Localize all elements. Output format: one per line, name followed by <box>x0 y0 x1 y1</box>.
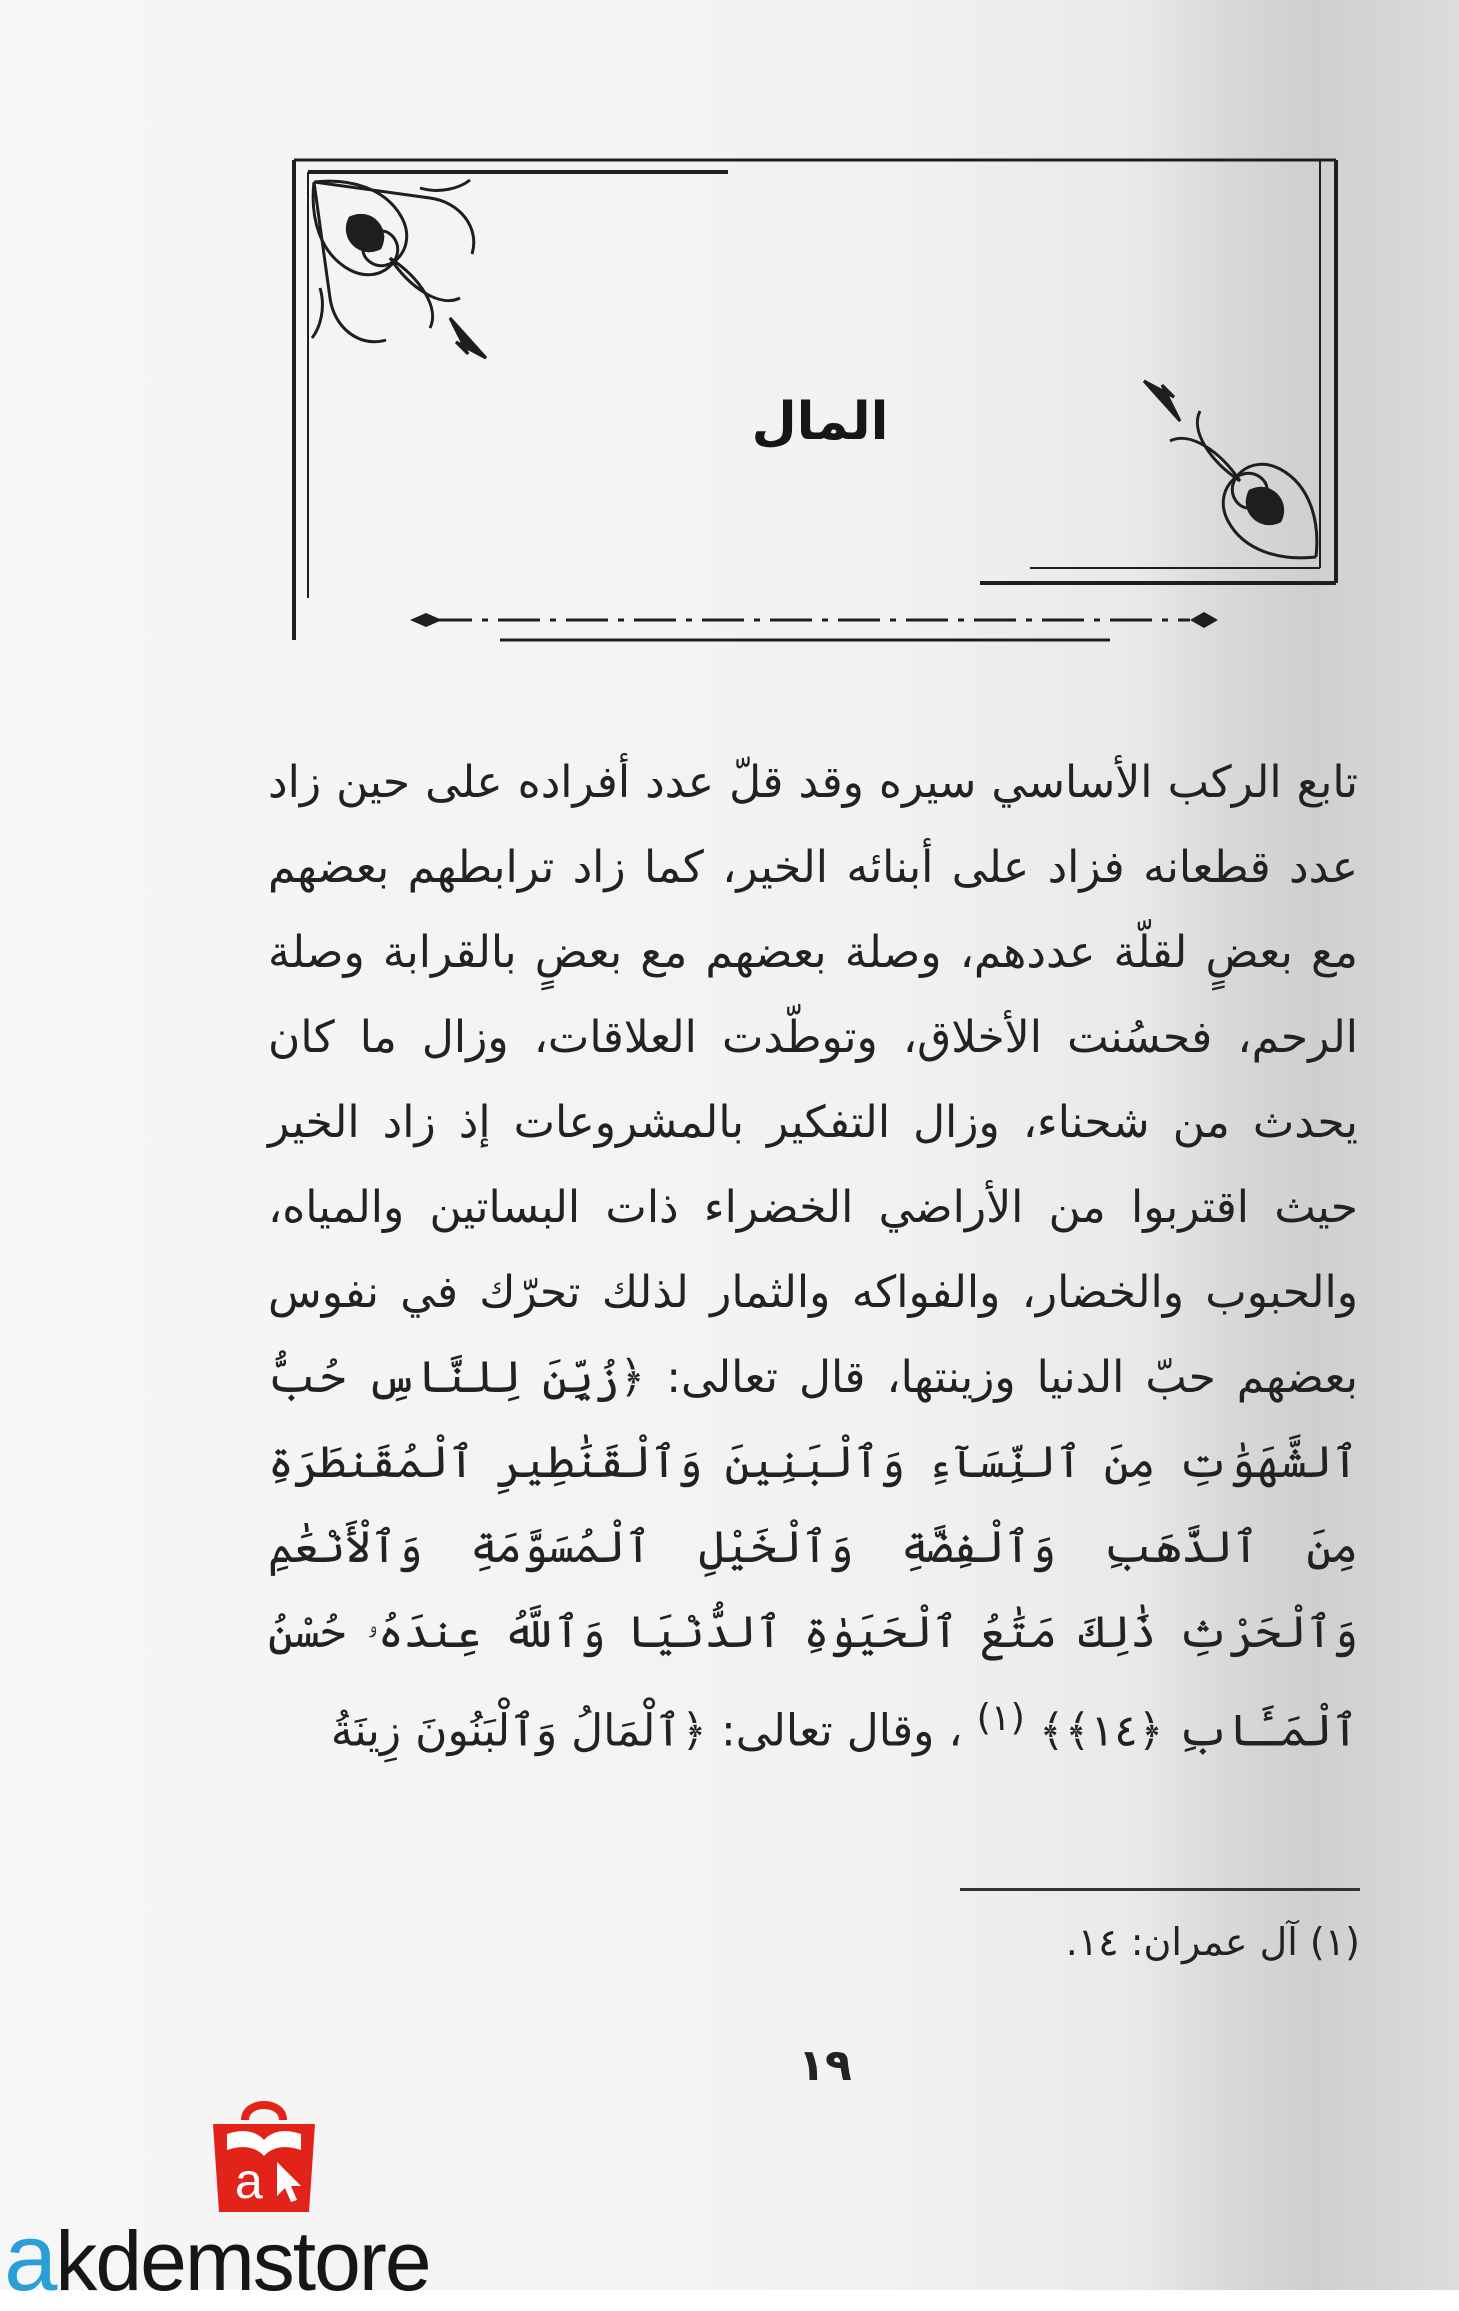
svg-text:a: a <box>235 2153 263 2209</box>
page-number: ١٩ <box>798 2040 852 2091</box>
shopping-bag-book-icon <box>205 2090 323 2218</box>
store-brand-name: akdemstore <box>4 2204 430 2311</box>
body-paragraph <box>268 740 1358 1774</box>
quran-verse-aal-imran: ﴿زُيِّنَ لِلنَّاسِ حُبُّ ٱلشَّهَوَٰتِ مِنَ ٱلنِّسَآءِ وَٱلْبَنِينَ وَٱلْقَنَٰطِيرِ ٱلْمُقَنطَرَةِ مِنَ ٱلذَّهَبِ وَٱلْفِضَّةِ وَٱلْخَيْلِ ٱلْمُسَوَّمَةِ وَٱلْأَنْعَٰمِ وَٱلْحَرْثِ ذَٰلِكَ مَتَٰعُ ٱلْحَيَوٰةِ ٱلدُّنْيَا وَٱللَّهُ عِندَهُۥ حُسْنُ ٱلْمَـَٔابِ ﴿١٤﴾﴾ <box>268 1352 1358 1757</box>
footnote <box>700 1920 1360 1964</box>
paragraph-intro: تابع الركب الأساسي سيره وقد قلّ عدد أفراده على حين زاد عدد قطعانه فزاد على أبنائه الخير، كما زاد ترابطهم بعضهم مع بعضٍ لقلّة عددهم، وصلة بعضهم مع بعضٍ بالقرابة وصلة الرحم، فحسُنت الأخلاق، وتوطّدت العلاقات، وزال ما كان يحدث من شحناء، وزال التفكير بالمشروعات إذ زاد الخير حيث اقتربوا من الأراضي الخضراء ذات البساتين والمياه، والحبوب والخضار، والفواكه والثمار لذلك تحرّك في نفوس بعضهم حبّ الدنيا وزينتها، قال تعالى: <box>268 757 1358 1403</box>
footnote-reference: (١) <box>976 1696 1025 1739</box>
chapter-title: المال <box>751 392 889 452</box>
footnote-text: آل عمران: ١٤. <box>1065 1920 1298 1964</box>
store-watermark-logo <box>0 2080 540 2311</box>
footnote-divider <box>960 1888 1360 1891</box>
paragraph-continue: ، وقال تعالى: <box>720 1705 963 1757</box>
quran-verse-kahf: ﴿ٱلْمَالُ وَٱلْبَنُونَ زِينَةُ <box>330 1705 707 1757</box>
footnote-marker: (١) <box>1309 1920 1360 1964</box>
